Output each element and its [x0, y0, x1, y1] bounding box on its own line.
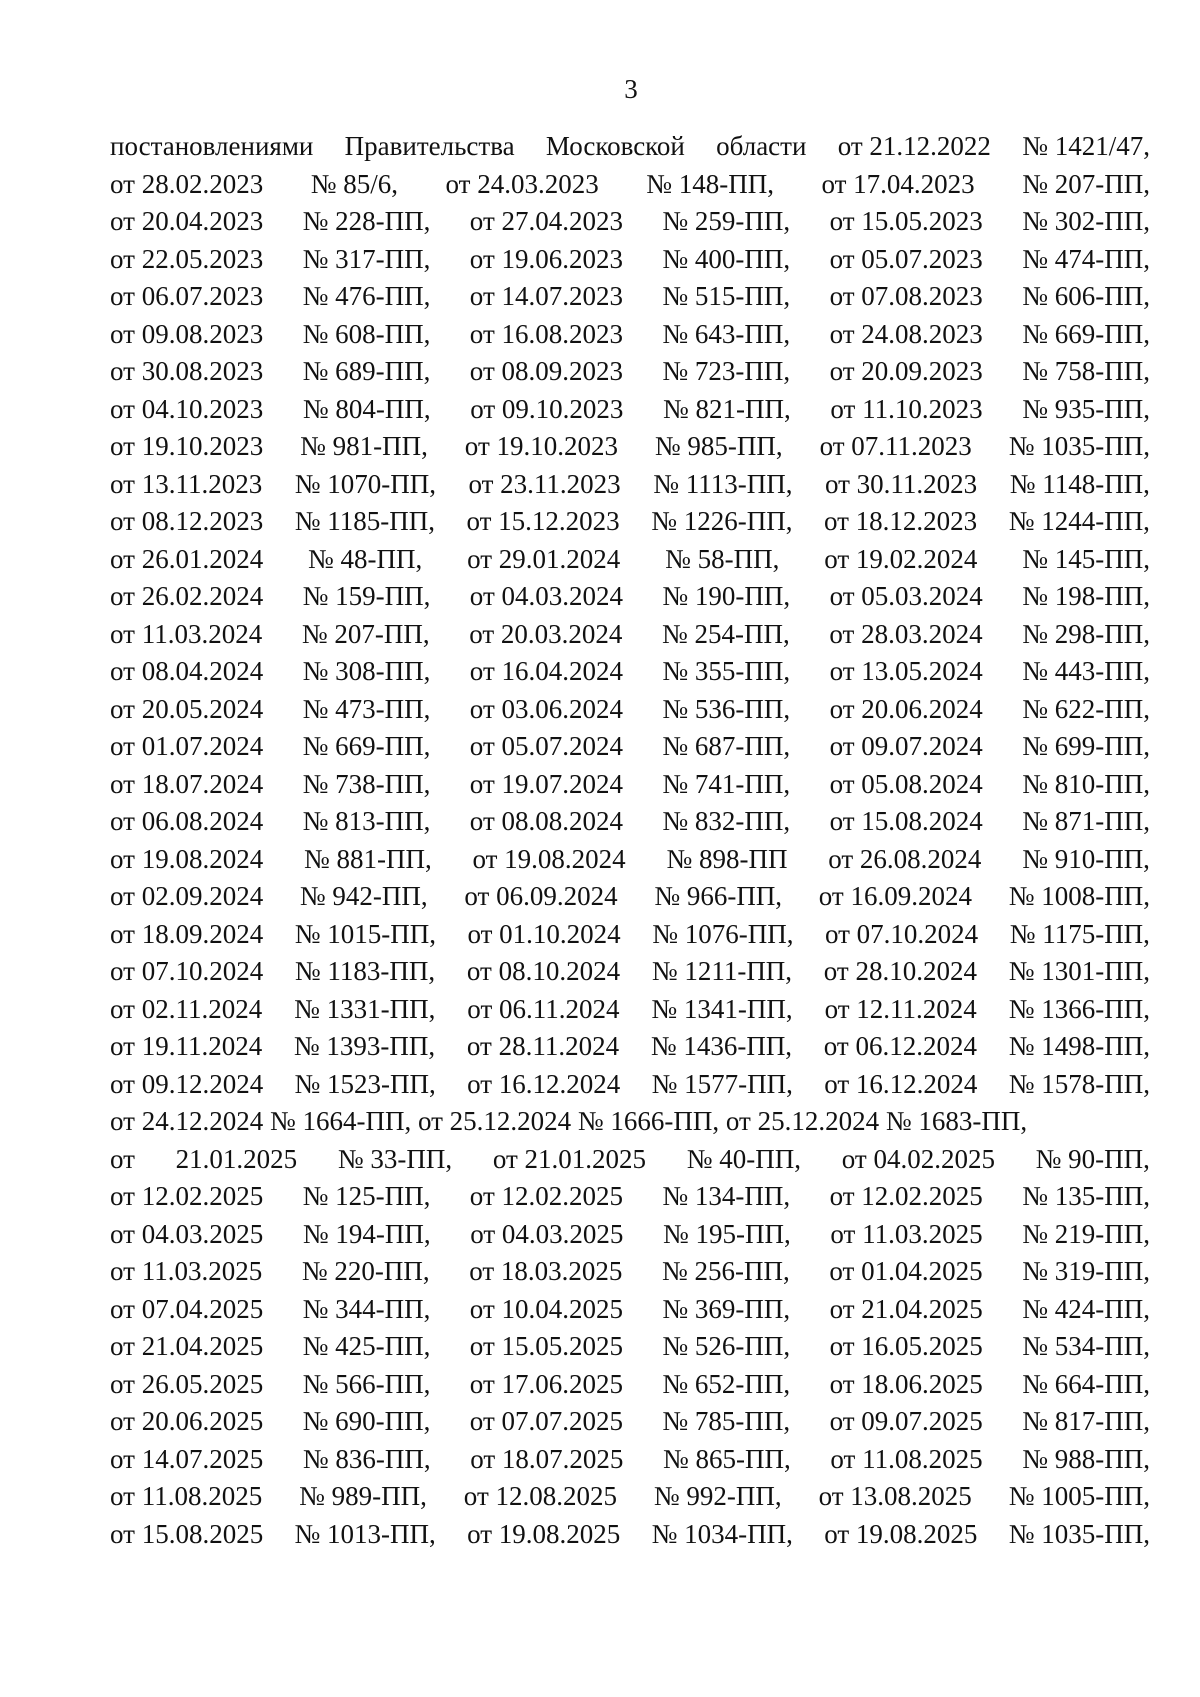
text-segment: № 643-ПП,	[662, 318, 791, 349]
text-segment: от 04.03.2025	[470, 1218, 624, 1249]
text-segment: от 29.01.2024	[467, 543, 621, 574]
text-segment: № 159-ПП,	[302, 581, 431, 611]
text-segment: № 317-ПП,	[302, 243, 431, 274]
text-segment: от 28.02.2023	[110, 168, 264, 199]
text-segment: от 16.05.2025	[829, 1331, 983, 1361]
text-line	[110, 166, 1150, 204]
text-segment: от 12.02.2025	[469, 1181, 623, 1211]
text-segment: от 13.05.2024	[829, 656, 983, 686]
text-segment: № 425-ПП,	[302, 1331, 431, 1361]
text-line	[110, 1441, 1150, 1479]
text-segment: от 26.08.2024	[828, 843, 982, 874]
text-segment: № 865-ПП,	[663, 1443, 791, 1474]
text-line	[110, 391, 1150, 429]
text-segment: № 622-ПП,	[1022, 693, 1150, 724]
text-segment: от 03.06.2024	[469, 693, 623, 724]
text-line	[110, 1291, 1150, 1329]
text-segment: № 1034-ПП,	[651, 1518, 793, 1549]
text-segment: № 85/6,	[310, 168, 398, 199]
text-segment: № 606-ПП,	[1022, 281, 1150, 311]
text-segment: от 07.10.2024	[110, 956, 264, 986]
text-segment: от 17.04.2023	[821, 168, 975, 199]
text-segment: от 09.08.2023	[110, 318, 264, 349]
text-line	[110, 1328, 1150, 1366]
text-segment: № 871-ПП,	[1022, 806, 1150, 836]
text-segment: № 898-ПП	[666, 843, 788, 874]
text-line	[110, 353, 1150, 391]
text-segment: № 298-ПП,	[1022, 618, 1150, 649]
text-segment: Правительства	[344, 131, 515, 161]
text-segment: № 355-ПП,	[662, 656, 791, 686]
text-segment: от 16.12.2024	[467, 1068, 621, 1099]
text-segment: № 988-ПП,	[1022, 1443, 1150, 1474]
text-segment: № 935-ПП,	[1022, 393, 1150, 424]
text-segment: от 06.09.2024	[464, 881, 618, 911]
text-segment: № 687-ПП,	[662, 731, 791, 761]
text-segment: № 664-ПП,	[1022, 1368, 1150, 1399]
text-segment: № 910-ПП,	[1022, 843, 1150, 874]
text-segment: от 07.04.2025	[110, 1293, 264, 1324]
text-segment: от 04.02.2025	[841, 1143, 995, 1174]
text-segment: № 981-ПП,	[300, 431, 428, 461]
text-line	[110, 466, 1150, 504]
text-segment: № 608-ПП,	[302, 318, 431, 349]
text-segment: от 18.03.2025	[469, 1256, 623, 1286]
text-segment: от 11.08.2025	[110, 1481, 263, 1511]
text-segment: от 30.11.2023	[824, 468, 978, 499]
text-segment: № 534-ПП,	[1022, 1331, 1150, 1361]
text-segment: от 18.07.2025	[470, 1443, 624, 1474]
text-segment: постановлениями	[110, 131, 314, 161]
text-segment: от 08.09.2023	[469, 356, 623, 386]
text-segment: от 19.06.2023	[469, 243, 623, 274]
text-segment: от 06.08.2024	[110, 806, 264, 836]
text-segment: от 19.02.2024	[824, 543, 978, 574]
text-segment: от 15.05.2025	[469, 1331, 623, 1361]
text-line	[110, 728, 1150, 766]
text-segment: № 473-ПП,	[302, 693, 431, 724]
text-segment: от 19.08.2025	[824, 1518, 978, 1549]
text-segment: от 26.05.2025	[110, 1368, 264, 1399]
text-segment: № 652-ПП,	[662, 1368, 791, 1399]
text-segment: от 21.01.2025	[492, 1143, 647, 1174]
text-segment: от 07.07.2025	[469, 1406, 623, 1436]
text-segment: от 21.12.2022	[837, 131, 991, 161]
text-segment: от 11.03.2025	[110, 1256, 263, 1286]
text-segment: № 220-ПП,	[301, 1256, 430, 1286]
text-segment: от 16.04.2024	[469, 656, 623, 686]
text-segment: № 1226-ПП,	[651, 506, 793, 536]
text-segment: от 19.08.2025	[467, 1518, 621, 1549]
text-segment: от 04.03.2024	[469, 581, 623, 611]
text-segment: от 09.07.2025	[829, 1406, 983, 1436]
text-segment: от 18.07.2024	[110, 768, 264, 799]
text-line	[110, 203, 1150, 241]
text-segment: 21.01.2025	[175, 1143, 298, 1174]
text-line	[110, 1216, 1150, 1254]
text-segment: от 17.06.2025	[469, 1368, 623, 1399]
text-line	[110, 878, 1150, 916]
text-segment: от 09.12.2024	[110, 1068, 264, 1099]
text-segment: от 06.07.2023	[110, 281, 264, 311]
text-segment: от 11.03.2024	[110, 618, 263, 649]
page-number: 3	[624, 74, 638, 104]
text-segment: № 33-ПП,	[337, 1143, 453, 1174]
text-segment: № 836-ПП,	[302, 1443, 431, 1474]
text-segment: № 1035-ПП,	[1008, 1518, 1150, 1549]
text-segment: от 20.06.2024	[829, 693, 983, 724]
text-segment: от 24.03.2023	[445, 168, 599, 199]
text-segment: № 515-ПП,	[662, 281, 791, 311]
text-segment: № 1211-ПП,	[651, 956, 793, 986]
text-segment: от 24.12.2024 № 1664-ПП, от 25.12.2024 № 1666-ПП, от 25.12.2024 № 1683-ПП,	[110, 1106, 1028, 1136]
text-segment: от 05.08.2024	[829, 768, 983, 799]
text-segment: от 15.05.2023	[829, 206, 983, 236]
text-segment: № 319-ПП,	[1022, 1256, 1150, 1286]
text-segment: № 1183-ПП,	[294, 956, 436, 986]
text-segment: от 21.04.2025	[829, 1293, 983, 1324]
text-segment: от 26.02.2024	[110, 581, 264, 611]
text-segment: от 21.04.2025	[110, 1331, 264, 1361]
text-segment: № 810-ПП,	[1022, 768, 1150, 799]
text-line	[110, 616, 1150, 654]
text-segment: № 474-ПП,	[1022, 243, 1150, 274]
text-segment: № 1577-ПП,	[651, 1068, 793, 1099]
text-segment: № 1015-ПП,	[294, 918, 436, 949]
text-segment: от 27.04.2023	[469, 206, 623, 236]
text-segment: от 02.09.2024	[110, 881, 264, 911]
text-segment: № 1148-ПП,	[1009, 468, 1150, 499]
text-segment: № 817-ПП,	[1022, 1406, 1150, 1436]
text-segment: № 344-ПП,	[302, 1293, 431, 1324]
text-line	[110, 578, 1150, 616]
text-segment: от 12.02.2025	[110, 1181, 264, 1211]
text-segment: от 20.04.2023	[110, 206, 264, 236]
text-segment: № 40-ПП,	[686, 1143, 802, 1174]
text-segment: № 723-ПП,	[662, 356, 791, 386]
text-segment: № 785-ПП,	[662, 1406, 791, 1436]
text-segment: от 08.10.2024	[466, 956, 621, 986]
text-segment: от 15.08.2024	[829, 806, 983, 836]
text-segment: от 23.11.2023	[468, 468, 621, 499]
text-segment: от 19.10.2023	[464, 431, 618, 461]
text-line	[110, 1516, 1150, 1554]
text-segment: от 06.12.2024	[823, 1031, 977, 1061]
text-segment: от 06.11.2024	[467, 993, 620, 1024]
text-line	[110, 316, 1150, 354]
text-segment: № 256-ПП,	[662, 1256, 790, 1286]
text-segment: № 1421/47,	[1022, 131, 1150, 161]
text-segment: № 1301-ПП,	[1008, 956, 1150, 986]
text-segment: № 1366-ПП,	[1008, 993, 1150, 1024]
text-line	[110, 1028, 1150, 1066]
text-segment: № 302-ПП,	[1022, 206, 1150, 236]
text-segment: № 1035-ПП,	[1008, 431, 1150, 461]
text-segment: от 28.10.2024	[823, 956, 977, 986]
text-segment: № 135-ПП,	[1022, 1181, 1150, 1211]
text-segment: от 19.07.2024	[469, 768, 623, 799]
text-line	[110, 428, 1150, 466]
text-line	[110, 841, 1150, 879]
text-segment: № 526-ПП,	[662, 1331, 791, 1361]
text-segment: № 219-ПП,	[1022, 1218, 1150, 1249]
text-segment: № 966-ПП,	[654, 881, 783, 911]
text-segment: от 19.11.2024	[110, 1031, 263, 1061]
text-line	[110, 1103, 1150, 1141]
text-segment: № 699-ПП,	[1022, 731, 1150, 761]
text-segment: от 16.09.2024	[818, 881, 972, 911]
text-segment: Московской	[545, 131, 685, 161]
text-line	[110, 1403, 1150, 1441]
text-line	[110, 953, 1150, 991]
text-line	[110, 128, 1150, 166]
text-segment: от 18.06.2025	[829, 1368, 983, 1399]
text-segment: от 12.02.2025	[829, 1181, 983, 1211]
text-segment: № 690-ПП,	[302, 1406, 431, 1436]
text-segment: № 985-ПП,	[654, 431, 783, 461]
text-segment: № 1578-ПП,	[1008, 1068, 1150, 1099]
text-segment: № 1008-ПП,	[1008, 881, 1150, 911]
text-segment: № 125-ПП,	[302, 1181, 431, 1211]
text-segment: от 07.11.2023	[819, 431, 972, 461]
text-segment: № 443-ПП,	[1022, 656, 1150, 686]
text-segment: от 07.08.2023	[829, 281, 983, 311]
text-line	[110, 916, 1150, 954]
text-segment: от 14.07.2023	[469, 281, 623, 311]
text-segment: от 11.08.2025	[830, 1443, 983, 1474]
text-segment: от 20.06.2025	[110, 1406, 264, 1436]
text-segment: от 08.08.2024	[469, 806, 623, 836]
text-segment: от 10.04.2025	[469, 1293, 623, 1324]
text-segment: от 12.08.2025	[463, 1481, 617, 1511]
text-segment: № 1076-ПП,	[652, 918, 794, 949]
text-segment: от 14.07.2025	[110, 1443, 264, 1474]
text-segment: № 813-ПП,	[302, 806, 431, 836]
text-segment: № 1498-ПП,	[1008, 1031, 1150, 1061]
text-segment: от 20.03.2024	[469, 618, 623, 649]
text-segment: от 08.12.2023	[110, 506, 264, 536]
text-segment: № 741-ПП,	[662, 768, 791, 799]
text-segment: № 228-ПП,	[302, 206, 431, 236]
text-segment: № 536-ПП,	[662, 693, 791, 724]
text-segment: от 11.03.2025	[830, 1218, 983, 1249]
text-segment: № 58-ПП,	[665, 543, 780, 574]
text-segment: № 1523-ПП,	[294, 1068, 436, 1099]
text-segment: № 1013-ПП,	[294, 1518, 436, 1549]
text-segment: от 04.10.2023	[110, 393, 264, 424]
text-segment: № 758-ПП,	[1022, 356, 1150, 386]
text-line	[110, 241, 1150, 279]
text-line	[110, 1253, 1150, 1291]
text-segment: № 1175-ПП,	[1009, 918, 1150, 949]
text-segment: № 134-ПП,	[662, 1181, 791, 1211]
text-segment: от 22.05.2023	[110, 243, 264, 274]
text-segment: от 19.08.2024	[472, 843, 626, 874]
text-segment: № 989-ПП,	[299, 1481, 427, 1511]
text-segment: № 198-ПП,	[1022, 581, 1150, 611]
text-segment: от 24.08.2023	[829, 318, 983, 349]
text-segment: от 09.10.2023	[470, 393, 624, 424]
text-segment: от 26.01.2024	[110, 543, 264, 574]
text-segment: № 669-ПП,	[1022, 318, 1150, 349]
text-segment: № 254-ПП,	[662, 618, 790, 649]
text-segment: № 207-ПП,	[1022, 168, 1150, 199]
text-line	[110, 653, 1150, 691]
text-segment: от 01.04.2025	[829, 1256, 983, 1286]
text-segment: № 194-ПП,	[302, 1218, 431, 1249]
text-segment: от 18.09.2024	[110, 918, 264, 949]
text-segment: от 05.07.2024	[469, 731, 623, 761]
body-text	[110, 128, 1150, 1553]
text-segment: № 424-ПП,	[1022, 1293, 1150, 1324]
text-segment: № 738-ПП,	[302, 768, 431, 799]
text-segment: от 16.08.2023	[469, 318, 623, 349]
text-segment: № 369-ПП,	[662, 1293, 791, 1324]
text-segment: № 804-ПП,	[302, 393, 431, 424]
text-segment: № 992-ПП,	[653, 1481, 782, 1511]
text-segment: № 190-ПП,	[662, 581, 791, 611]
text-segment: № 1341-ПП,	[651, 993, 793, 1024]
text-segment: № 259-ПП,	[662, 206, 791, 236]
text-segment: № 1331-ПП,	[294, 993, 436, 1024]
text-segment: от	[110, 1143, 135, 1174]
text-segment: № 1005-ПП,	[1008, 1481, 1150, 1511]
text-segment: от 09.07.2024	[829, 731, 983, 761]
text-segment: № 881-ПП,	[303, 843, 432, 874]
text-segment: № 832-ПП,	[662, 806, 791, 836]
text-segment: от 13.08.2025	[818, 1481, 972, 1511]
text-segment: № 145-ПП,	[1022, 543, 1150, 574]
text-segment: от 19.08.2024	[110, 843, 264, 874]
text-segment: № 566-ПП,	[302, 1368, 431, 1399]
text-segment: от 05.03.2024	[829, 581, 983, 611]
text-segment: от 20.09.2023	[829, 356, 983, 386]
text-line	[110, 1141, 1150, 1179]
text-line	[110, 1066, 1150, 1104]
text-line	[110, 1178, 1150, 1216]
text-segment: от 12.11.2024	[824, 993, 977, 1024]
text-line	[110, 1478, 1150, 1516]
text-segment: от 01.07.2024	[110, 731, 264, 761]
text-segment: от 18.12.2023	[823, 506, 978, 536]
text-line	[110, 278, 1150, 316]
text-segment: от 01.10.2024	[467, 918, 621, 949]
text-segment: № 1113-ПП,	[653, 468, 793, 499]
text-segment: № 48-ПП,	[308, 543, 423, 574]
text-segment: № 195-ПП,	[663, 1218, 791, 1249]
text-segment: от 16.12.2024	[824, 1068, 978, 1099]
text-segment: № 476-ПП,	[302, 281, 431, 311]
text-segment: от 07.10.2024	[824, 918, 979, 949]
text-segment: № 207-ПП,	[301, 618, 430, 649]
text-segment: № 400-ПП,	[662, 243, 791, 274]
text-segment: № 1070-ПП,	[294, 468, 436, 499]
text-segment: № 1393-ПП,	[293, 1031, 436, 1061]
text-segment: № 308-ПП,	[302, 656, 431, 686]
text-segment: № 942-ПП,	[299, 881, 428, 911]
text-line	[110, 503, 1150, 541]
text-segment: от 28.03.2024	[829, 618, 983, 649]
text-line	[110, 991, 1150, 1029]
text-segment: от 08.04.2024	[110, 656, 264, 686]
text-line	[110, 803, 1150, 841]
text-line	[110, 541, 1150, 579]
text-segment: от 20.05.2024	[110, 693, 264, 724]
text-segment: от 05.07.2023	[829, 243, 983, 274]
text-segment: от 02.11.2024	[110, 993, 263, 1024]
text-segment: от 11.10.2023	[830, 393, 983, 424]
text-line	[110, 1366, 1150, 1404]
text-segment: от 19.10.2023	[110, 431, 264, 461]
text-segment: № 1244-ПП,	[1008, 506, 1150, 536]
text-segment: № 1185-ПП,	[294, 506, 435, 536]
text-line	[110, 766, 1150, 804]
text-segment: от 28.11.2024	[466, 1031, 620, 1061]
text-segment: № 90-ПП,	[1035, 1143, 1150, 1174]
text-segment: № 1436-ПП,	[650, 1031, 793, 1061]
text-segment: № 669-ПП,	[302, 731, 431, 761]
text-line	[110, 691, 1150, 729]
text-segment: области	[716, 131, 807, 161]
text-segment: № 148-ПП,	[646, 168, 774, 199]
text-segment: от 15.08.2025	[110, 1518, 264, 1549]
text-segment: от 15.12.2023	[466, 506, 620, 536]
text-segment: № 689-ПП,	[302, 356, 431, 386]
text-segment: № 821-ПП,	[663, 393, 791, 424]
text-segment: от 13.11.2023	[110, 468, 263, 499]
text-segment: от 30.08.2023	[110, 356, 264, 386]
text-segment: от 04.03.2025	[110, 1218, 264, 1249]
